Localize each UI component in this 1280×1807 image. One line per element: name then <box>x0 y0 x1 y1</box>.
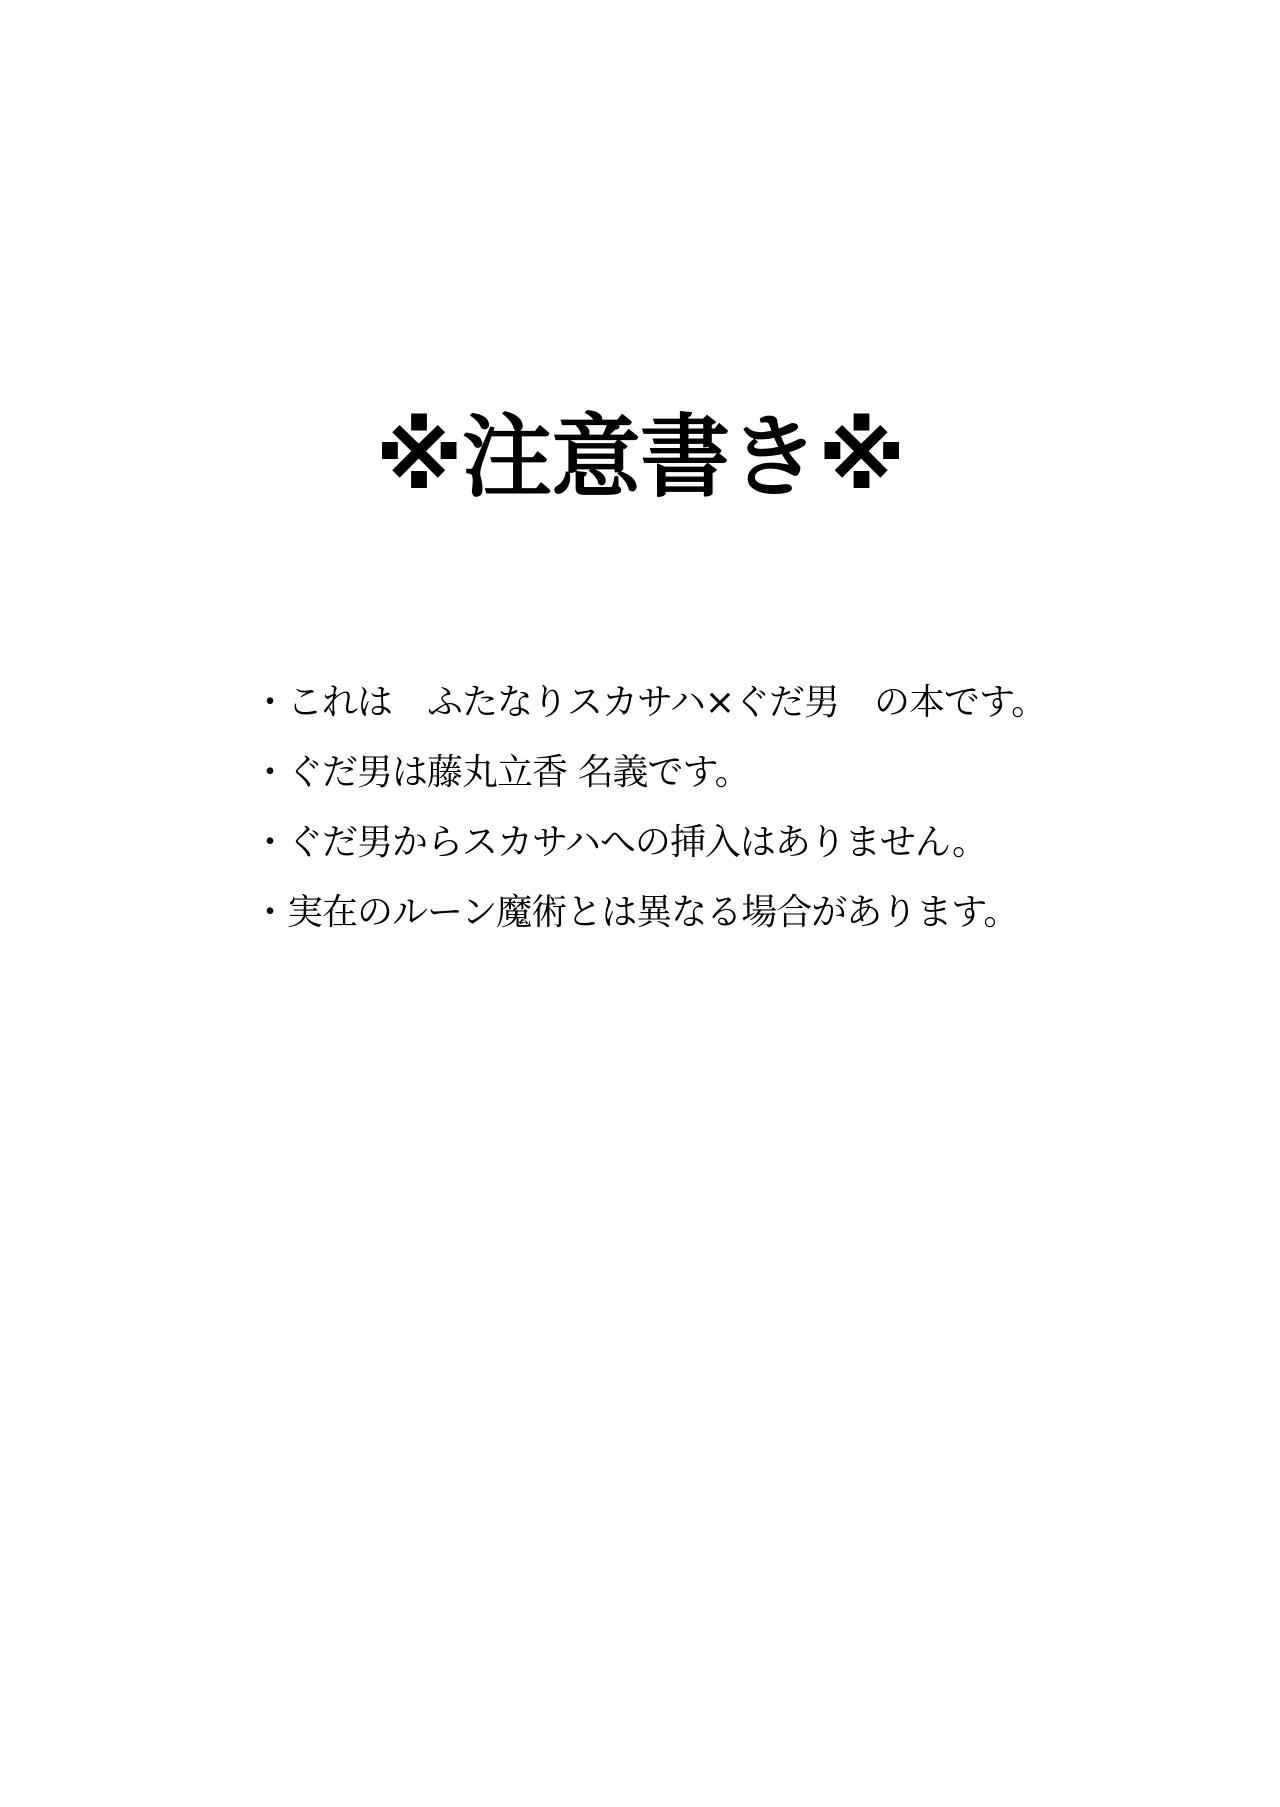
page-title: ※注意書き※ <box>375 405 905 510</box>
notice-list <box>252 668 1220 948</box>
notice-line-rune-disclaimer: ・実在のルーン魔術とは異なる場合があります。 <box>252 892 1019 933</box>
notice-line-character-name: ・ぐだ男は藤丸立香 名義です。 <box>252 752 750 793</box>
notice-line-content-note: ・ぐだ男からスカサハへの挿入はありません。 <box>252 822 988 863</box>
notice-line-book-description: ・これは ふたなりスカサハ×ぐだ男 の本です。 <box>252 682 1047 723</box>
